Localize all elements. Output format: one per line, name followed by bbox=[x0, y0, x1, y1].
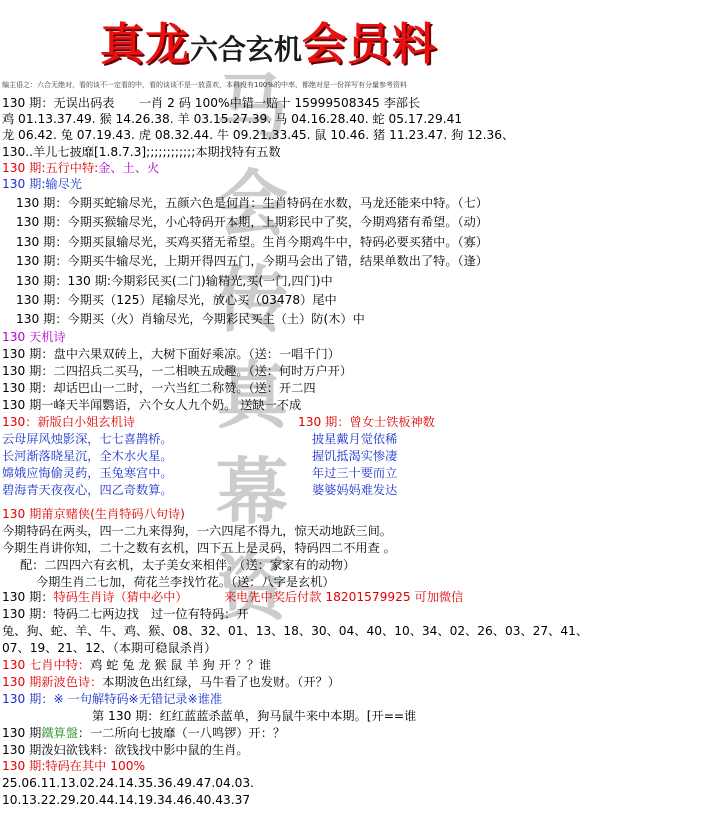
poem-text: ：一二所向七披靡（一八鸣锣）开：？ bbox=[77, 726, 286, 740]
section-title: 130 七肖中特： bbox=[2, 658, 91, 672]
banner-part-2: 六合玄机 bbox=[190, 33, 303, 66]
section-title: 特码生肖诗（猜中必中） bbox=[53, 590, 188, 604]
text-line: 130 期：二四招兵二买马，一二相映五成趣。（送：何时万户开） bbox=[2, 364, 353, 378]
issue-label: 130 期： bbox=[2, 590, 54, 604]
issue-label: 130 期: bbox=[2, 161, 46, 175]
text-line: 130 期：盘中六果双砖上，大树下面好乘凉。（送：一唱千门） bbox=[2, 347, 340, 361]
number-line: 10.13.22.29.20.44.14.19.34.46.40.43.37 bbox=[2, 793, 251, 807]
text-line: 130 期：今期买牛输尽光，上期开得四五门，今期马会出了错，结果单数出了特。（逢） bbox=[16, 254, 488, 268]
poem-line: 碧海青天夜夜心，四乙奇数算。 bbox=[2, 483, 173, 497]
section-title: 130 期新波色诗： bbox=[2, 675, 103, 689]
text-line: 130 期：今期买蛇输尽光，五颜六色是何肖：生肖特码在水数，马龙还能来中特。（七） bbox=[16, 196, 488, 210]
text-line: 130 期：今期买（火）肖输尽光，今期彩民买主（土）防(木）中 bbox=[16, 312, 365, 326]
banner-title bbox=[100, 8, 560, 70]
text-line bbox=[2, 674, 340, 690]
section-title: 鐵算盤 bbox=[41, 726, 78, 740]
text-line: 130 期：130 期:今期彩民买(二门)输精光,买(一门,四门)中 bbox=[16, 274, 333, 288]
section-title: 五行中特: bbox=[45, 161, 99, 175]
section-title: 130：新版白小姐玄机诗 bbox=[2, 415, 135, 429]
issue-label: 130 期 bbox=[2, 726, 42, 740]
text-line bbox=[2, 160, 159, 176]
text-line: 第 130 期：红红蓝蓝杀蓝单，狗马鼠牛来中本期。[开==谁 bbox=[92, 709, 417, 723]
text-line: 兔、狗、蛇、羊、牛、鸡、猴、08、32、01、13、18、30、04、40、10、34、02、26、03、27、41、 bbox=[2, 624, 589, 638]
text-line bbox=[2, 589, 188, 605]
poem-text: 本期波色出红绿，马牛看了也发财。（开？） bbox=[102, 675, 340, 689]
disclaimer: 编主语之：六合无绝对，看的谈不一定看的中，看的谈谈不是一放喜欢，本料没有100%的中率，都绝对是一份祥写有分量参考资料 bbox=[2, 81, 408, 89]
watermark-char: 传 bbox=[215, 257, 288, 342]
section-title: 130 期莆京赌侠(生肖特码八句诗) bbox=[2, 507, 185, 521]
text-line: 130 期泼妇欲钱料：欲钱找中影中鼠的生肖。 bbox=[2, 743, 249, 757]
section-title: 130 天机诗 bbox=[2, 330, 66, 344]
text-line: 130 期：却话巴山一二时，一六当红二称赞。（送：开二四 bbox=[2, 381, 316, 395]
text-line: 130 期：无误出码表 一肖 2 码 100%中错一赔十 15999508345 李部长 bbox=[2, 96, 421, 110]
watermark-char: 马 bbox=[215, 65, 288, 150]
text-line bbox=[2, 725, 285, 741]
text-line: 今期特码在两头，四一二九来得狗，一六四尾不得九，惊天动地跃三间。 bbox=[2, 524, 392, 538]
poem-line: 云母屏风烛影深，七七喜鹊桥。 bbox=[2, 432, 173, 446]
text-line: 今期生肖讲你知，二十之数有玄机，四下五上是灵码，特码四二不用查 。 bbox=[2, 541, 396, 555]
poem-line: 年过三十要而立 bbox=[312, 466, 398, 480]
text-line: 130 期：今期买（125）尾输尽光，放心买（03478）尾中 bbox=[16, 293, 337, 307]
poem-line: 婆婆妈妈难发达 bbox=[312, 483, 398, 497]
poem-line: 嫦娥应悔偷灵药，玉兔寒宫中。 bbox=[2, 466, 173, 480]
watermark-char: 会 bbox=[215, 161, 288, 246]
contact-line: 来电先中奖后付款 18201579925 可加微信 bbox=[224, 590, 464, 604]
banner-part-1: 真龙 bbox=[100, 19, 190, 70]
section-title: 130 期：※ 一句解特码※无错记录※谁准 bbox=[2, 692, 223, 706]
elements: 金、土、火 bbox=[98, 161, 160, 175]
poem-line: 握饥抵渴实惨凄 bbox=[312, 449, 398, 463]
text-line: 配：二四四六有玄机，太子美女来相伴。（送：家家有的动物） bbox=[20, 558, 356, 572]
text-line: 130 期：今期买猴输尽光，小心特码开本期，上期彩民中了奖，今期鸡猪有希望。（动） bbox=[16, 215, 488, 229]
zodiac-list: 鸡 蛇 兔 龙 猴 鼠 羊 狗 开 ？？谁 bbox=[90, 658, 272, 672]
section-title: 130 期:特码在其中 100% bbox=[2, 759, 146, 773]
number-line: 25.06.11.13.02.24.14.35.36.49.47.04.03. bbox=[2, 776, 254, 790]
text-line: 鸡 01.13.37.49. 猴 14.26.38. 羊 03.15.27.39. 马 04.16.28.40. 蛇 05.17.29.41 bbox=[2, 112, 463, 126]
text-line: 今期生肖二七加，荷花兰李找竹花。（送：八字是玄机） bbox=[36, 575, 335, 589]
text-line: 130..羊儿七披靡[1.8.7.3];;;;;;;;;;;;本期找特有五数 bbox=[2, 145, 281, 159]
text-line: 130 期：特码二七两边找 过一位有特码：开 bbox=[2, 607, 249, 621]
text-line: 130 期一峰天半闻鹦语，六个女人九个奶。 送缺一不成 bbox=[2, 398, 302, 412]
watermark-char: 幕 bbox=[215, 449, 288, 534]
banner-part-3: 会员料 bbox=[302, 19, 438, 70]
text-line: 130 期：今期买鼠输尽光，买鸡买猪无希望。生肖今期鸡牛中，特码必要买猪中。（寡） bbox=[16, 235, 488, 249]
watermark-char: 资 bbox=[215, 545, 288, 630]
text-line bbox=[2, 657, 271, 673]
poem-line: 披星戴月觉依稀 bbox=[312, 432, 398, 446]
watermark-char: 真 bbox=[215, 353, 288, 438]
text-line: 龙 06.42. 兔 07.19.43. 虎 08.32.44. 牛 09.21.33.45. 鼠 10.46. 猪 11.23.47. 狗 12.36、 bbox=[2, 128, 515, 142]
poem-line: 长河渐落晓星沉，全木水火星。 bbox=[2, 449, 173, 463]
text-line: 07、19、21、12、（本期可稳鼠杀肖） bbox=[2, 641, 217, 655]
section-title: 130 期:输尽光 bbox=[2, 177, 82, 191]
section-title: 130 期：曾女士铁板神数 bbox=[298, 415, 435, 429]
